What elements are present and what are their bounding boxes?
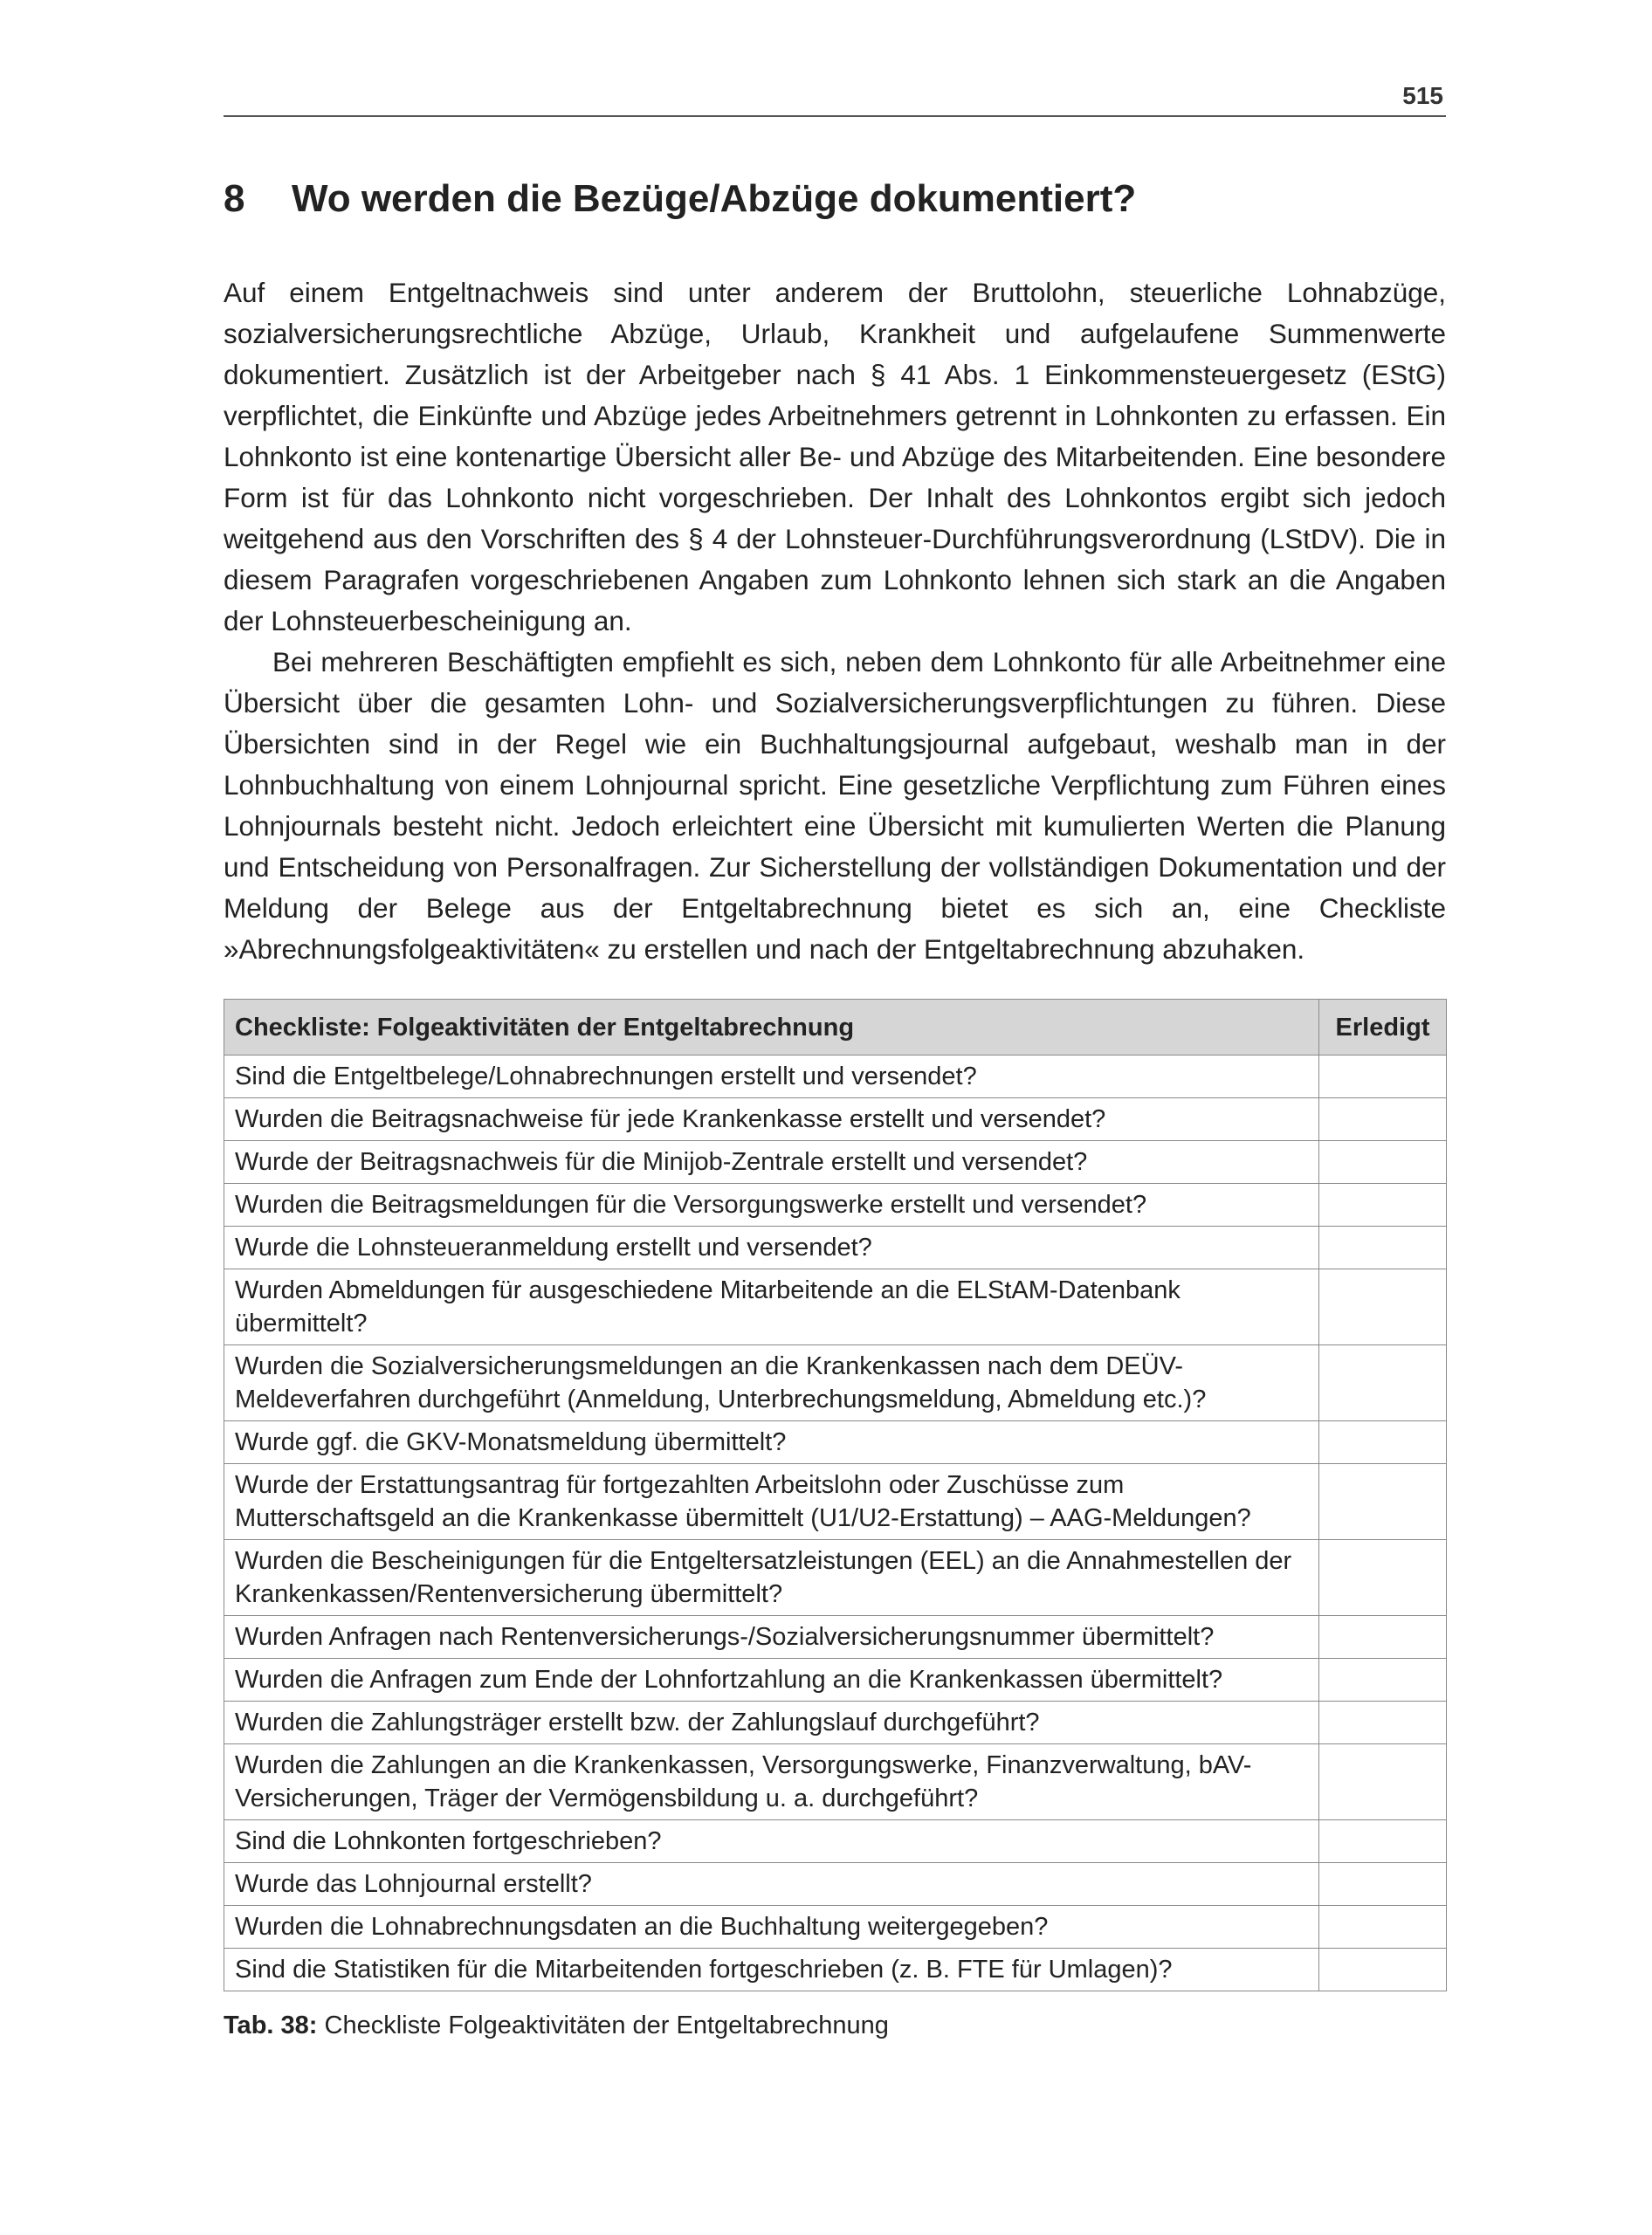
checklist-task: Wurden die Zahlungsträger erstellt bzw. der Zahlungslauf durchgeführt? [224,1702,1319,1744]
checklist-header-task: Checkliste: Folgeaktivitäten der Entgeltabrechnung [224,1000,1319,1056]
table-row [224,1820,1447,1863]
table-row [224,1744,1447,1820]
checklist-done-cell[interactable] [1319,1949,1447,1991]
table-row [224,1345,1447,1421]
checklist-done-cell[interactable] [1319,1659,1447,1702]
checklist-task: Wurde das Lohnjournal erstellt? [224,1863,1319,1906]
checklist-done-cell[interactable] [1319,1098,1447,1141]
checklist-task: Sind die Lohnkonten fortgeschrieben? [224,1820,1319,1863]
table-row [224,1863,1447,1906]
checklist-done-cell[interactable] [1319,1184,1447,1227]
table-row [224,1949,1447,1991]
checklist-body [224,1056,1447,1991]
checklist-done-cell[interactable] [1319,1863,1447,1906]
table-row [224,1659,1447,1702]
body-text [224,272,1446,970]
caption-text: Checkliste Folgeaktivitäten der Entgeltabrechnung [324,2012,889,2039]
table-row [224,1702,1447,1744]
checklist-header-row [224,1000,1447,1056]
chapter-title: Wo werden die Bezüge/Abzüge dokumentiert? [292,177,1137,220]
paragraph: Bei mehreren Beschäftigten empfiehlt es sich, neben dem Lohnkonto für alle Arbeitnehmer eine Übersicht über die gesamten Lohn- und Sozialversicherungsverpflichtungen zu führen. Diese Übersichten sind in der Regel wie ein Buchhaltungsjournal aufgebaut, weshalb man in der Lohnbuchhaltung von einem Lohnjournal spricht. Eine gesetzliche Verpflichtung zum Führen eines Lohnjournals besteht nicht. Jedoch erleichtert eine Übersicht mit kumulierten Werten die Planung und Entscheidung von Personalfragen. Zur Sicherstellung der vollständigen Dokumentation und der Meldung der Belege aus der Entgeltabrechnung bietet es sich an, eine Checkliste »Abrechnungsfolgeaktivitäten« zu erstellen und nach der Entgeltabrechnung abzuhaken. [224,646,1446,965]
checklist-task: Wurden die Beitragsmeldungen für die Versorgungswerke erstellt und versendet? [224,1184,1319,1227]
checklist-done-cell[interactable] [1319,1141,1447,1184]
table-row [224,1098,1447,1141]
checklist-task: Wurde der Beitragsnachweis für die Minijob-Zentrale erstellt und versendet? [224,1141,1319,1184]
checklist-task: Sind die Entgeltbelege/Lohnabrechnungen erstellt und versendet? [224,1056,1319,1098]
checklist-task: Wurde der Erstattungsantrag für fortgezahlten Arbeitslohn oder Zuschüsse zum Mutterschaftsgeld an die Krankenkasse übermittelt (U1/U2-Erstattung) – AAG-Meldungen? [224,1464,1319,1540]
header-rule [224,115,1446,117]
checklist-task: Wurde ggf. die GKV-Monatsmeldung übermittelt? [224,1421,1319,1464]
checklist-task: Wurden die Anfragen zum Ende der Lohnfortzahlung an die Krankenkassen übermittelt? [224,1659,1319,1702]
caption-label: Tab. 38: [224,2012,318,2039]
checklist-done-cell[interactable] [1319,1421,1447,1464]
checklist-done-cell[interactable] [1319,1227,1447,1269]
table-row [224,1464,1447,1540]
chapter-heading [224,175,1446,224]
checklist-done-cell[interactable] [1319,1702,1447,1744]
checklist-done-cell[interactable] [1319,1616,1447,1659]
checklist-task: Wurden Abmeldungen für ausgeschiedene Mitarbeitende an die ELStAM-Datenbank übermittelt? [224,1269,1319,1345]
checklist-task: Wurden Anfragen nach Rentenversicherungs-/Sozialversicherungsnummer übermittelt? [224,1616,1319,1659]
table-row [224,1540,1447,1616]
paragraph: Auf einem Entgeltnachweis sind unter anderem der Bruttolohn, steuerliche Lohnabzüge, sozialversicherungsrechtliche Abzüge, Urlaub, Krankheit und aufgelaufene Summenwerte dokumentiert. Zusätzlich ist der Arbeitgeber nach § 41 Abs. 1 Einkommensteuergesetz (EStG) verpflichtet, die Einkünfte und Abzüge jedes Arbeitnehmers getrennt in Lohnkonten zu erfassen. Ein Lohnkonto ist eine kontenartige Übersicht aller Be- und Abzüge des Mitarbeitenden. Eine besondere Form ist für das Lohnkonto nicht vorgeschrieben. Der Inhalt des Lohnkontos ergibt sich jedoch weitgehend aus den Vorschriften des § 4 der Lohnsteuer-Durchführungsverordnung (LStDV). Die in diesem Paragrafen vorgeschriebenen Angaben zum Lohnkonto lehnen sich stark an die Angaben der Lohnsteuerbescheinigung an. [224,277,1446,636]
page-number: 515 [1402,82,1443,109]
checklist-done-cell[interactable] [1319,1269,1447,1345]
checklist-header-done: Erledigt [1319,1000,1447,1056]
checklist-task: Wurden die Lohnabrechnungsdaten an die Buchhaltung weitergegeben? [224,1906,1319,1949]
checklist-task: Sind die Statistiken für die Mitarbeitenden fortgeschrieben (z. B. FTE für Umlagen)? [224,1949,1319,1991]
table-row [224,1906,1447,1949]
checklist-done-cell[interactable] [1319,1906,1447,1949]
checklist-done-cell[interactable] [1319,1540,1447,1616]
checklist-table [224,999,1447,1991]
table-row [224,1421,1447,1464]
table-row [224,1141,1447,1184]
chapter-number: 8 [224,177,245,220]
checklist-done-cell[interactable] [1319,1820,1447,1863]
checklist-done-cell[interactable] [1319,1056,1447,1098]
table-row [224,1616,1447,1659]
checklist-task: Wurden die Beitragsnachweise für jede Krankenkasse erstellt und versendet? [224,1098,1319,1141]
table-row [224,1269,1447,1345]
checklist-task: Wurden die Sozialversicherungsmeldungen an die Krankenkassen nach dem DEÜV-Meldeverfahren durchgeführt (Anmeldung, Unterbrechungsmeldung, Abmeldung etc.)? [224,1345,1319,1421]
checklist-done-cell[interactable] [1319,1345,1447,1421]
checklist-task: Wurde die Lohnsteueranmeldung erstellt und versendet? [224,1227,1319,1269]
checklist-task: Wurden die Bescheinigungen für die Entgeltersatzleistungen (EEL) an die Annahmestellen der Krankenkassen/Rentenversicherung übermittelt? [224,1540,1319,1616]
checklist-done-cell[interactable] [1319,1744,1447,1820]
table-row [224,1056,1447,1098]
checklist-done-cell[interactable] [1319,1464,1447,1540]
table-row [224,1184,1447,1227]
table-caption [224,2012,1446,2040]
table-row [224,1227,1447,1269]
checklist-task: Wurden die Zahlungen an die Krankenkassen, Versorgungswerke, Finanzverwaltung, bAV-Versicherungen, Träger der Vermögensbildung u. a. durchgeführt? [224,1744,1319,1820]
